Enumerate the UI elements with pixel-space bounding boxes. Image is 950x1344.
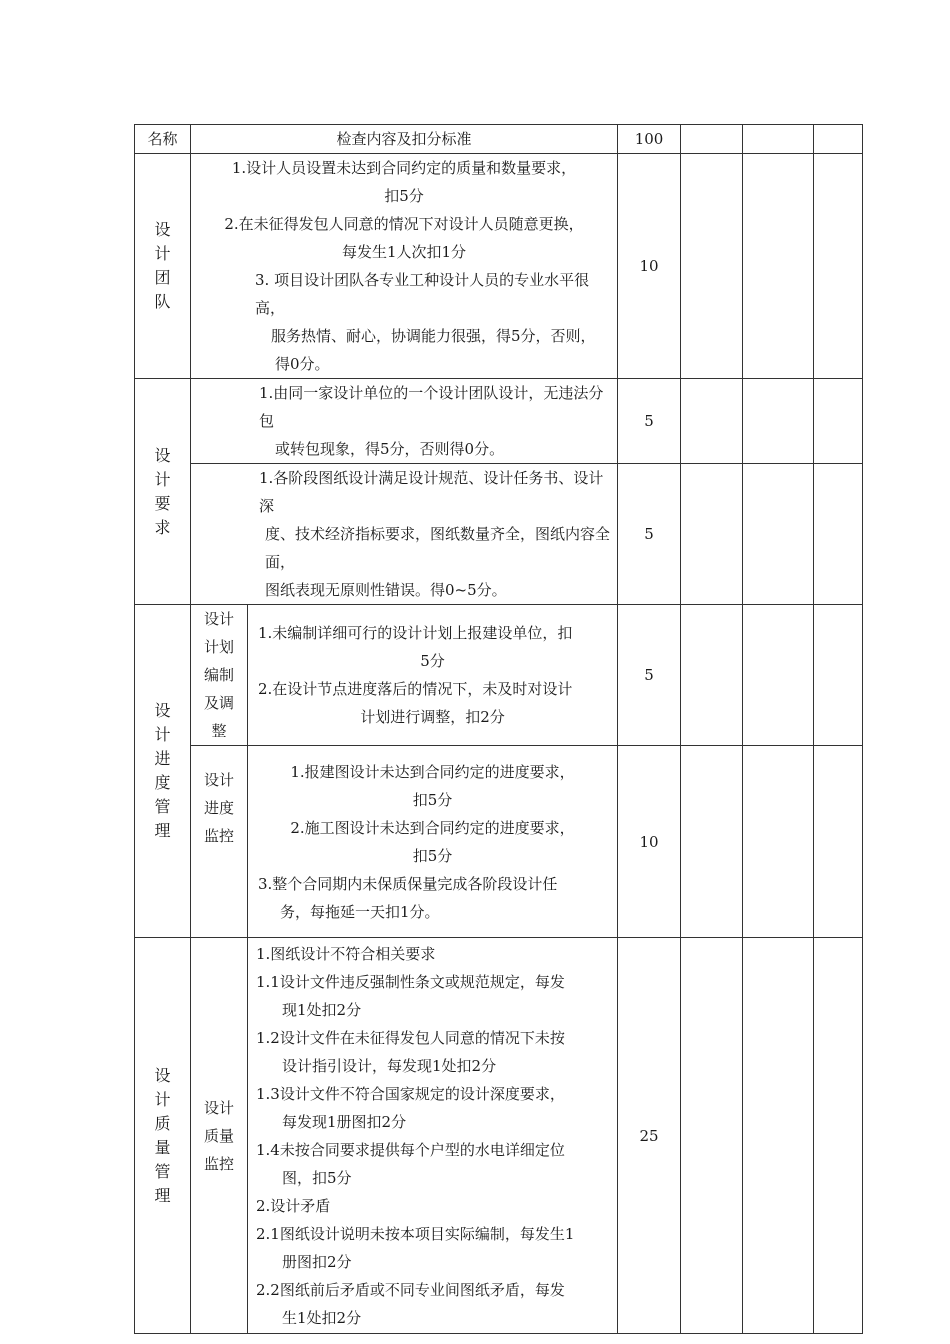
- progress-plan-score: 5: [618, 605, 681, 746]
- blank-cell: [743, 154, 814, 379]
- quality-row: [135, 938, 863, 1334]
- quality-criteria: 1.图纸设计不符合相关要求 1.1设计文件违反强制性条文或规范规定，每发 现1处扣2分 1.2设计文件在未征得发包人同意的情况下未按 设计指引设计，每发现1处扣2分 1.3设计文件不符合国家规定的设计深度要求， 每发现1册图扣2分 1.4未按合同要求提供每个户型的水电详细定位 图，扣5分 2.设计矛盾 2.1图纸设计说明未按本项目实际编制，每发生1 册图扣2分 2.2图纸前后矛盾或不同专业间图纸矛盾，每发 生1处扣2分: [248, 938, 618, 1334]
- require-row-1: [135, 379, 863, 464]
- evaluation-table: [134, 124, 863, 1334]
- quality-score: 25: [618, 938, 681, 1334]
- require-criteria-1: 1.由同一家设计单位的一个设计团队设计，无违法分包 或转包现象，得5分，否则得0分。: [191, 379, 618, 464]
- blank-cell: [814, 154, 863, 379]
- blank-cell: [814, 379, 863, 464]
- quality-sub: 设计 质量 监控: [191, 938, 248, 1334]
- blank-cell: [681, 605, 743, 746]
- require-label: 设 计 要 求: [135, 379, 191, 605]
- progress-plan-criteria: 1.未编制详细可行的设计计划上报建设单位，扣 5分 2.在设计节点进度落后的情况下，未及时对设计 计划进行调整，扣2分: [248, 605, 618, 746]
- require-row-2: [135, 464, 863, 605]
- blank-cell: [681, 464, 743, 605]
- team-label: 设 计 团 队: [135, 154, 191, 379]
- progress-row-plan: [135, 605, 863, 746]
- header-blank: [814, 125, 863, 154]
- blank-cell: [743, 379, 814, 464]
- progress-monitor-sub: 设计 进度 监控: [191, 746, 248, 938]
- require-criteria-2: 1.各阶段图纸设计满足设计规范、设计任务书、设计深 度、技术经济指标要求，图纸数量齐全，图纸内容全面， 图纸表现无原则性错误。得0~5分。: [191, 464, 618, 605]
- blank-cell: [814, 746, 863, 938]
- team-criteria: 1.设计人员设置未达到合同约定的质量和数量要求， 扣5分 2.在未征得发包人同意的情况下对设计人员随意更换， 每发生1人次扣1分 3. 项目设计团队各专业工种设计人员的专业水平很高， 服务热情、耐心，协调能力很强，得5分，否则， 得0分。: [191, 154, 618, 379]
- blank-cell: [743, 464, 814, 605]
- blank-cell: [681, 154, 743, 379]
- header-name: 名称: [135, 125, 191, 154]
- require-score-1: 5: [618, 379, 681, 464]
- blank-cell: [681, 938, 743, 1334]
- progress-monitor-criteria: 1.报建图设计未达到合同约定的进度要求， 扣5分 2.施工图设计未达到合同约定的进度要求， 扣5分 3.整个合同期内未保质保量完成各阶段设计任 务，每拖延一天扣1分。: [248, 746, 618, 938]
- blank-cell: [743, 746, 814, 938]
- blank-cell: [743, 938, 814, 1334]
- progress-plan-sub: 设计 计划 编制 及调 整: [191, 605, 248, 746]
- progress-monitor-score: 10: [618, 746, 681, 938]
- blank-cell: [743, 605, 814, 746]
- header-row: [135, 125, 863, 154]
- team-score: 10: [618, 154, 681, 379]
- header-blank: [681, 125, 743, 154]
- progress-row-monitor: [135, 746, 863, 938]
- blank-cell: [814, 464, 863, 605]
- blank-cell: [681, 379, 743, 464]
- header-blank: [743, 125, 814, 154]
- header-score: 100: [618, 125, 681, 154]
- header-content: 检查内容及扣分标准: [191, 125, 618, 154]
- blank-cell: [681, 746, 743, 938]
- blank-cell: [814, 605, 863, 746]
- progress-label: 设 计 进 度 管 理: [135, 605, 191, 938]
- team-row: [135, 154, 863, 379]
- blank-cell: [814, 938, 863, 1334]
- quality-label: 设 计 质 量 管 理: [135, 938, 191, 1334]
- require-score-2: 5: [618, 464, 681, 605]
